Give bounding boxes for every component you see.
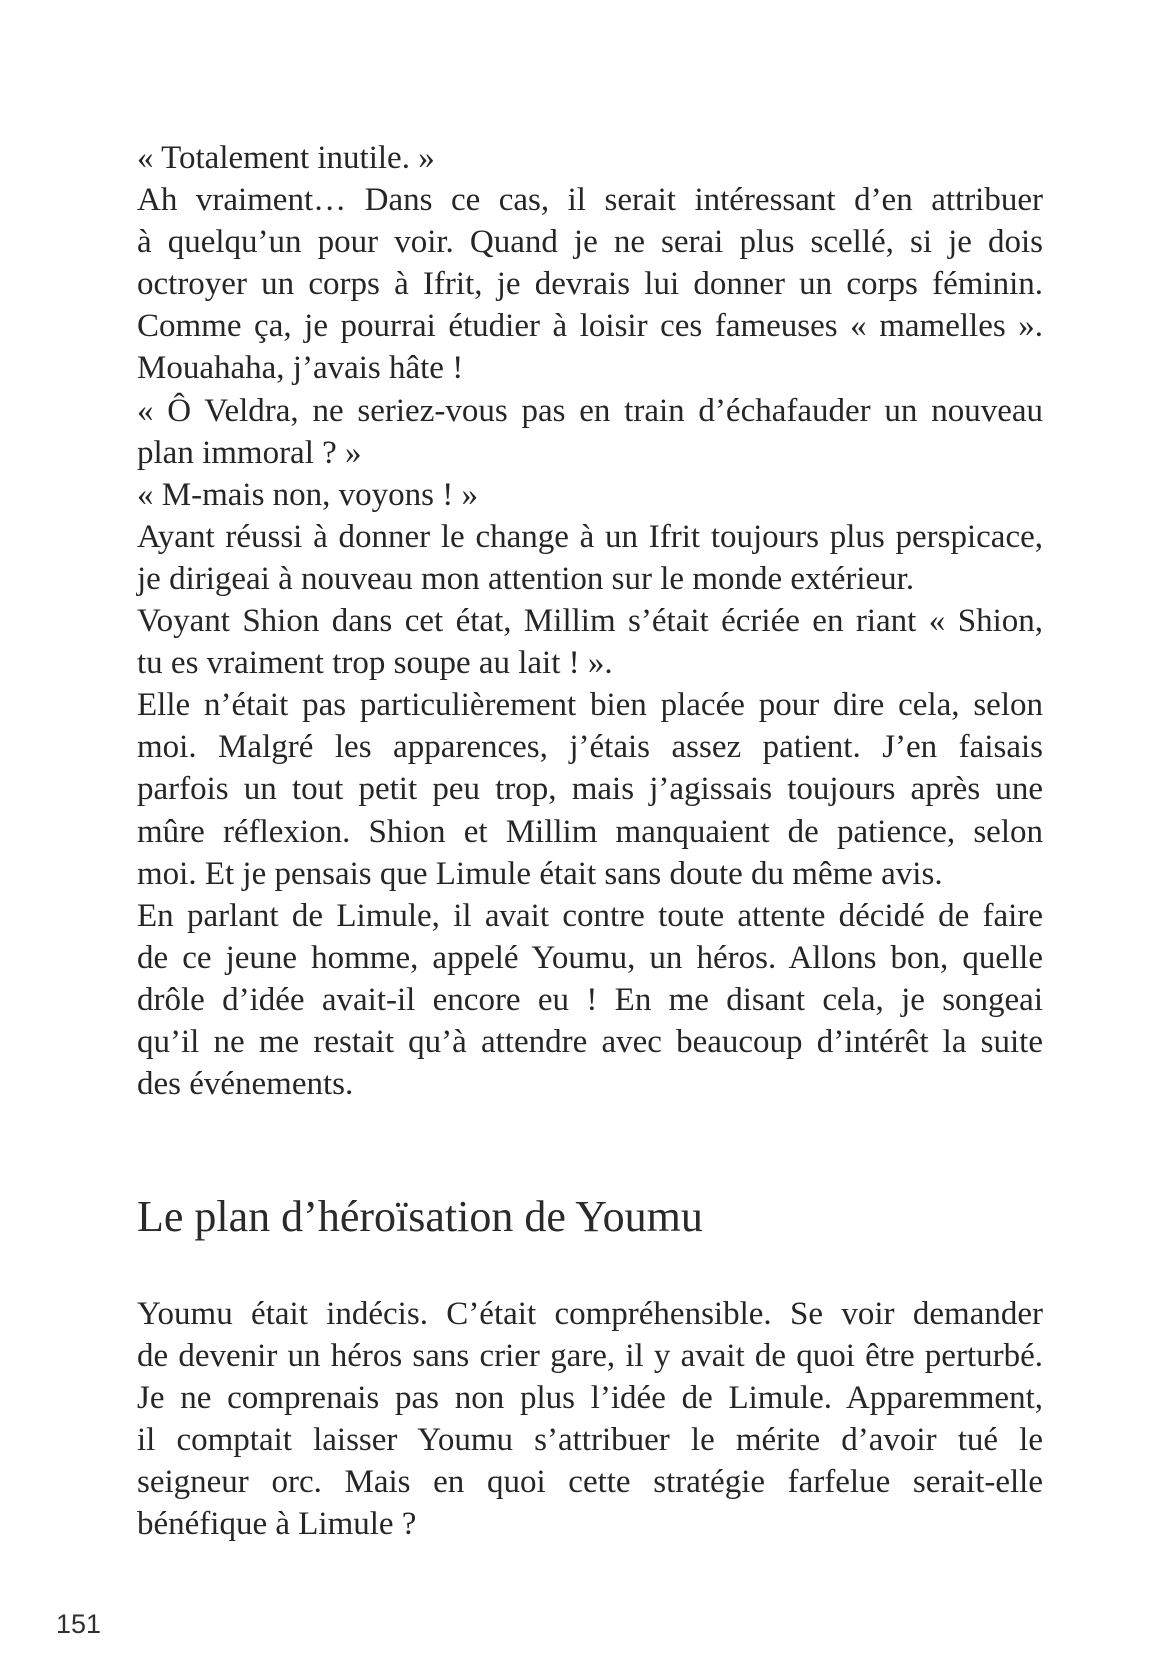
text-line: de ce jeune homme, appelé Youmu, un héros. Allons bon, quelle [137, 939, 1043, 976]
text-line: « M-mais non, voyons ! » [137, 476, 478, 513]
text-line: « Totalement inutile. » [137, 140, 435, 176]
text-line: mûre réflexion. Shion et Millim manquaient de patience, selon [137, 813, 1043, 850]
text-line: parfois un tout petit peu trop, mais j’agissais toujours après une [137, 771, 1043, 808]
text-line: « Ô Veldra, ne seriez-vous pas en train d’échafauder un nouveau [137, 392, 1043, 429]
main-text-block [137, 137, 1043, 1105]
text-line: Elle n’était pas particulièrement bien placée pour dire cela, selon [137, 687, 1043, 724]
text-line: tu es vraiment trop soupe au lait ! ». [137, 645, 613, 682]
text-line: Voyant Shion dans cet état, Millim s’était écriée en riant « Shion, [137, 603, 1043, 640]
text-line: Comme ça, je pourrai étudier à loisir ces fameuses « mamelles ». [137, 308, 1043, 345]
text-line: je dirigeai à nouveau mon attention sur le monde extérieur. [137, 560, 915, 597]
page-number: 151 [56, 1609, 102, 1639]
section-text-block [137, 1293, 1043, 1546]
text-line: de devenir un héros sans crier gare, il y avait de quoi être perturbé. [137, 1338, 1043, 1375]
text-line: à quelqu’un pour voir. Quand je ne serai plus scellé, si je dois [137, 224, 1043, 261]
text-line: En parlant de Limule, il avait contre toute attente décidé de faire [137, 897, 1043, 934]
text-line: Mouahaha, j’avais hâte ! [137, 350, 464, 387]
text-line: octroyer un corps à Ifrit, je devrais lui donner un corps féminin. [137, 266, 1043, 303]
text-line: il comptait laisser Youmu s’attribuer le mérite d’avoir tué le [137, 1422, 1043, 1459]
text-line: seigneur orc. Mais en quoi cette stratégie farfelue serait-elle [137, 1464, 1043, 1501]
text-line: qu’il ne me restait qu’à attendre avec beaucoup d’intérêt la suite [137, 1023, 1043, 1060]
text-line: plan immoral ? » [137, 434, 362, 471]
text-line: drôle d’idée avait-il encore eu ! En me disant cela, je songeai [137, 981, 1043, 1018]
section-heading: Le plan d’héroïsation de Youmu [137, 1192, 703, 1241]
text-line: Ayant réussi à donner le change à un Ifrit toujours plus perspicace, [137, 518, 1043, 555]
text-line: Youmu était indécis. C’était compréhensible. Se voir demander [137, 1296, 1043, 1332]
text-line: moi. Malgré les apparences, j’étais assez patient. J’en faisais [137, 729, 1043, 766]
text-line: Je ne comprenais pas non plus l’idée de Limule. Apparemment, [137, 1380, 1043, 1417]
text-line: bénéfique à Limule ? [137, 1506, 417, 1543]
text-line: des événements. [137, 1066, 354, 1103]
text-line: moi. Et je pensais que Limule était sans doute du même avis. [137, 855, 943, 892]
text-line: Ah vraiment… Dans ce cas, il serait intéressant d’en attribuer [137, 182, 1043, 219]
